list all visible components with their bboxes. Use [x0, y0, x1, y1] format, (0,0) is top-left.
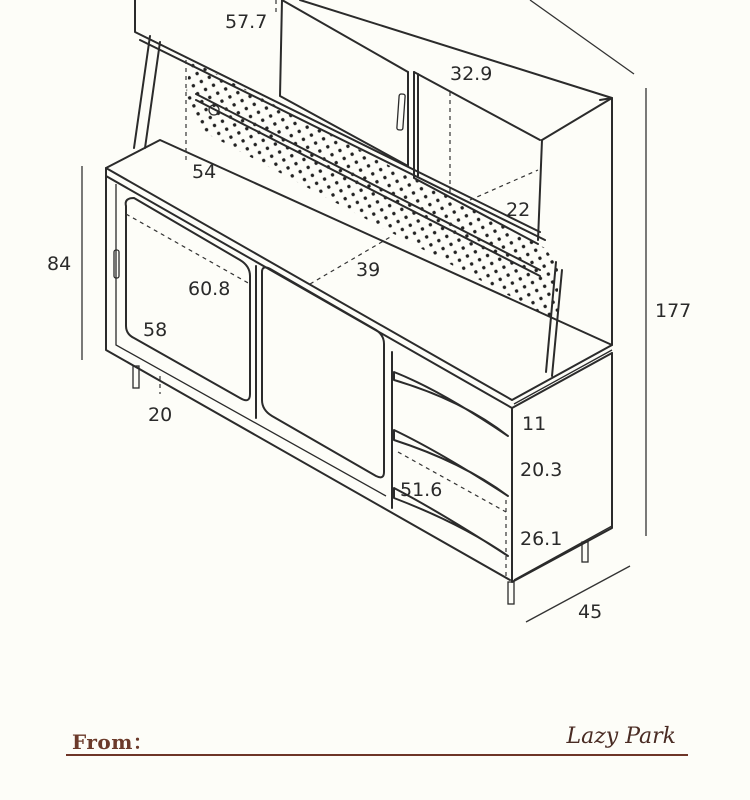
dim-upper-height: 54 [192, 161, 217, 183]
from-label: From： [72, 730, 154, 754]
footer [66, 718, 688, 758]
dim-door-width: 60.8 [188, 278, 231, 300]
dim-drawer-bottom: 26.1 [520, 528, 563, 550]
dim-lower-height: 84 [47, 253, 72, 275]
dimension-labels [47, 11, 691, 623]
door-handle [397, 94, 405, 130]
dim-cabinet-width: 32.9 [450, 63, 493, 85]
dim-drawer-width: 51.6 [400, 479, 443, 501]
dim-door-height: 58 [143, 319, 168, 341]
brand-signature: Lazy Park [566, 724, 676, 749]
dim-total-height: 177 [655, 300, 692, 322]
dim-drawer-middle: 20.3 [520, 459, 563, 481]
dim-leg-height: 20 [148, 404, 173, 426]
leg-front-right [508, 582, 514, 604]
dim-top-width: 57.7 [225, 11, 268, 33]
footer-divider [66, 754, 688, 756]
dim-cubby-depth: 22 [506, 199, 531, 221]
dim-worktop-depth: 39 [356, 259, 381, 281]
dim-drawer-top: 11 [522, 413, 547, 435]
leg-back-right [582, 542, 588, 562]
dim-depth: 45 [578, 601, 603, 623]
